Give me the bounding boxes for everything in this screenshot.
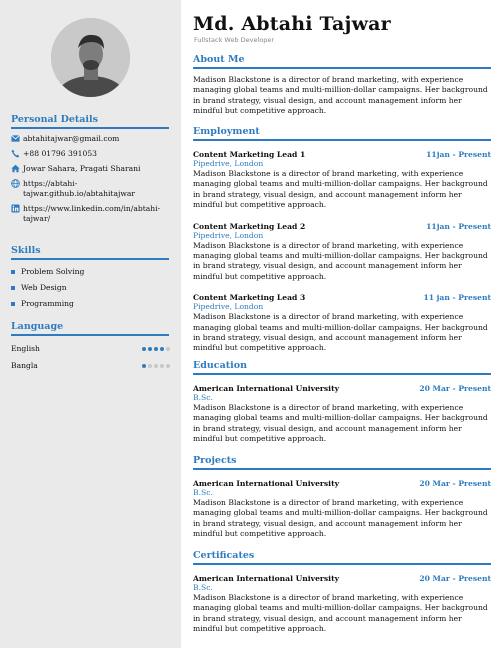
- page-title: Md. Abtahi Tajwar: [193, 13, 391, 35]
- entry-subtitle: Pipedrive, London: [193, 302, 264, 312]
- language-label: English: [11, 344, 40, 353]
- linkedin-text: https://www.linkedin.com/in/abtahi-tajwar/: [23, 204, 161, 223]
- proficiency-dots: [142, 364, 170, 368]
- employment-entry: [193, 293, 491, 354]
- proficiency-dot-filled: [160, 347, 164, 351]
- proficiency-dot-filled: [142, 347, 146, 351]
- skill-item: [11, 267, 169, 276]
- contact-website[interactable]: [11, 179, 169, 199]
- proficiency-dot-empty: [154, 364, 158, 368]
- bullet-icon: [11, 286, 15, 290]
- home-icon: [11, 164, 20, 173]
- proficiency-dots: [142, 347, 170, 351]
- personal-details-heading: Personal Details: [11, 114, 169, 129]
- phone-text: +88 01796 391053: [23, 149, 97, 158]
- skill-label: Web Design: [21, 283, 67, 292]
- phone-icon: [11, 149, 20, 158]
- education-section: [193, 360, 491, 445]
- language-item: [11, 344, 169, 353]
- skill-item: [11, 299, 169, 308]
- profile-photo: [51, 18, 130, 97]
- envelope-icon: [11, 134, 20, 143]
- certificate-entry: [193, 574, 491, 635]
- entry-description: Madison Blackstone is a director of brand marketing, with experience managing global teams and multi-million-dollar campaigns. Her background in brand strategy, visual design, and account management inform her mindful but competitive approach.: [193, 403, 488, 444]
- entry-subtitle: B.Sc.: [193, 488, 213, 497]
- certificates-section: [193, 550, 491, 635]
- language-heading: Language: [11, 321, 169, 336]
- proficiency-dot-empty: [160, 364, 164, 368]
- personal-details-section: [11, 114, 169, 224]
- contact-phone[interactable]: [11, 149, 169, 159]
- about-heading: About Me: [193, 54, 491, 69]
- proficiency-dot-filled: [142, 364, 146, 368]
- avatar: [51, 18, 130, 97]
- job-title: Fullstack Web Developer: [194, 36, 275, 44]
- entry-description: Madison Blackstone is a director of brand marketing, with experience managing global teams and multi-million-dollar campaigns. Her background in brand strategy, visual design, and account management inform her mindful but competitive approach.: [193, 240, 488, 281]
- skills-heading: Skills: [11, 245, 169, 260]
- entry-subtitle: B.Sc.: [193, 583, 213, 592]
- education-heading: Education: [193, 360, 491, 375]
- entry-description: Madison Blackstone is a director of brand marketing, with experience managing global teams and multi-million-dollar campaigns. Her background in brand strategy, visual design, and account management inform her mindful but competitive approach.: [193, 169, 488, 210]
- entry-title: American International University: [193, 479, 339, 488]
- proficiency-dot-filled: [148, 347, 152, 351]
- language-section: [11, 321, 169, 370]
- entry-title: Content Marketing Lead 1: [193, 150, 306, 159]
- entry-title: American International University: [193, 574, 339, 583]
- projects-section: [193, 455, 491, 540]
- sidebar: [0, 0, 181, 648]
- entry-title: American International University: [193, 384, 339, 393]
- email-text: abtahitajwar@gmail.com: [23, 134, 120, 143]
- certificates-heading: Certificates: [193, 550, 491, 565]
- employment-entry: [193, 222, 491, 283]
- education-entry: [193, 384, 491, 445]
- language-item: [11, 361, 169, 370]
- proficiency-dot-empty: [166, 364, 170, 368]
- entry-title: Content Marketing Lead 3: [193, 293, 306, 303]
- entry-subtitle: Pipedrive, London: [193, 230, 264, 240]
- address-text: Jowar Sahara, Pragati Sharani: [23, 164, 141, 173]
- entry-subtitle: Pipedrive, London: [193, 159, 264, 168]
- skill-label: Programming: [21, 299, 74, 308]
- skills-section: [11, 245, 169, 308]
- bullet-icon: [11, 270, 15, 274]
- globe-icon: [11, 179, 20, 188]
- employment-section: [193, 126, 491, 354]
- entry-description: Madison Blackstone is a director of brand marketing, with experience managing global teams and multi-million-dollar campaigns. Her background in brand strategy, visual design, and account management inform her mindful but competitive approach.: [193, 312, 488, 353]
- skill-item: [11, 283, 169, 292]
- entry-date: 11jan - Present: [426, 221, 491, 231]
- entry-description: Madison Blackstone is a director of brand marketing, with experience managing global teams and multi-million-dollar campaigns. Her background in brand strategy, visual design, and account management inform her mindful but competitive approach.: [193, 593, 488, 634]
- employment-entry: [193, 150, 491, 211]
- entry-date: 11 jan - Present: [423, 293, 491, 303]
- contact-email[interactable]: [11, 134, 169, 144]
- contact-linkedin[interactable]: [11, 204, 169, 224]
- entry-description: Madison Blackstone is a director of brand marketing, with experience managing global teams and multi-million-dollar campaigns. Her background in brand strategy, visual design, and account management inform her mindful but competitive approach.: [193, 498, 488, 539]
- entry-date: 20 Mar - Present: [419, 479, 491, 488]
- project-entry: [193, 479, 491, 540]
- projects-heading: Projects: [193, 455, 491, 470]
- website-text: https://abtahi-tajwar.github.io/abtahitajwar: [23, 179, 136, 198]
- entry-date: 11jan - Present: [426, 150, 491, 159]
- linkedin-icon: [11, 204, 20, 213]
- about-section: [193, 54, 491, 117]
- entry-title: Content Marketing Lead 2: [193, 221, 306, 231]
- proficiency-dot-empty: [166, 347, 170, 351]
- about-text: Madison Blackstone is a director of brand marketing, with experience managing global teams and multi-million-dollar campaigns. Her background in brand strategy, visual design, and account management inform her mindful but competitive approach.: [193, 75, 488, 116]
- skill-label: Problem Solving: [21, 267, 85, 276]
- entry-subtitle: B.Sc.: [193, 393, 213, 402]
- contact-address: [11, 164, 169, 174]
- proficiency-dot-filled: [154, 347, 158, 351]
- proficiency-dot-empty: [148, 364, 152, 368]
- employment-heading: Employment: [193, 126, 491, 141]
- entry-date: 20 Mar - Present: [419, 574, 491, 583]
- entry-date: 20 Mar - Present: [419, 384, 491, 393]
- bullet-icon: [11, 302, 15, 306]
- language-label: Bangla: [11, 361, 38, 370]
